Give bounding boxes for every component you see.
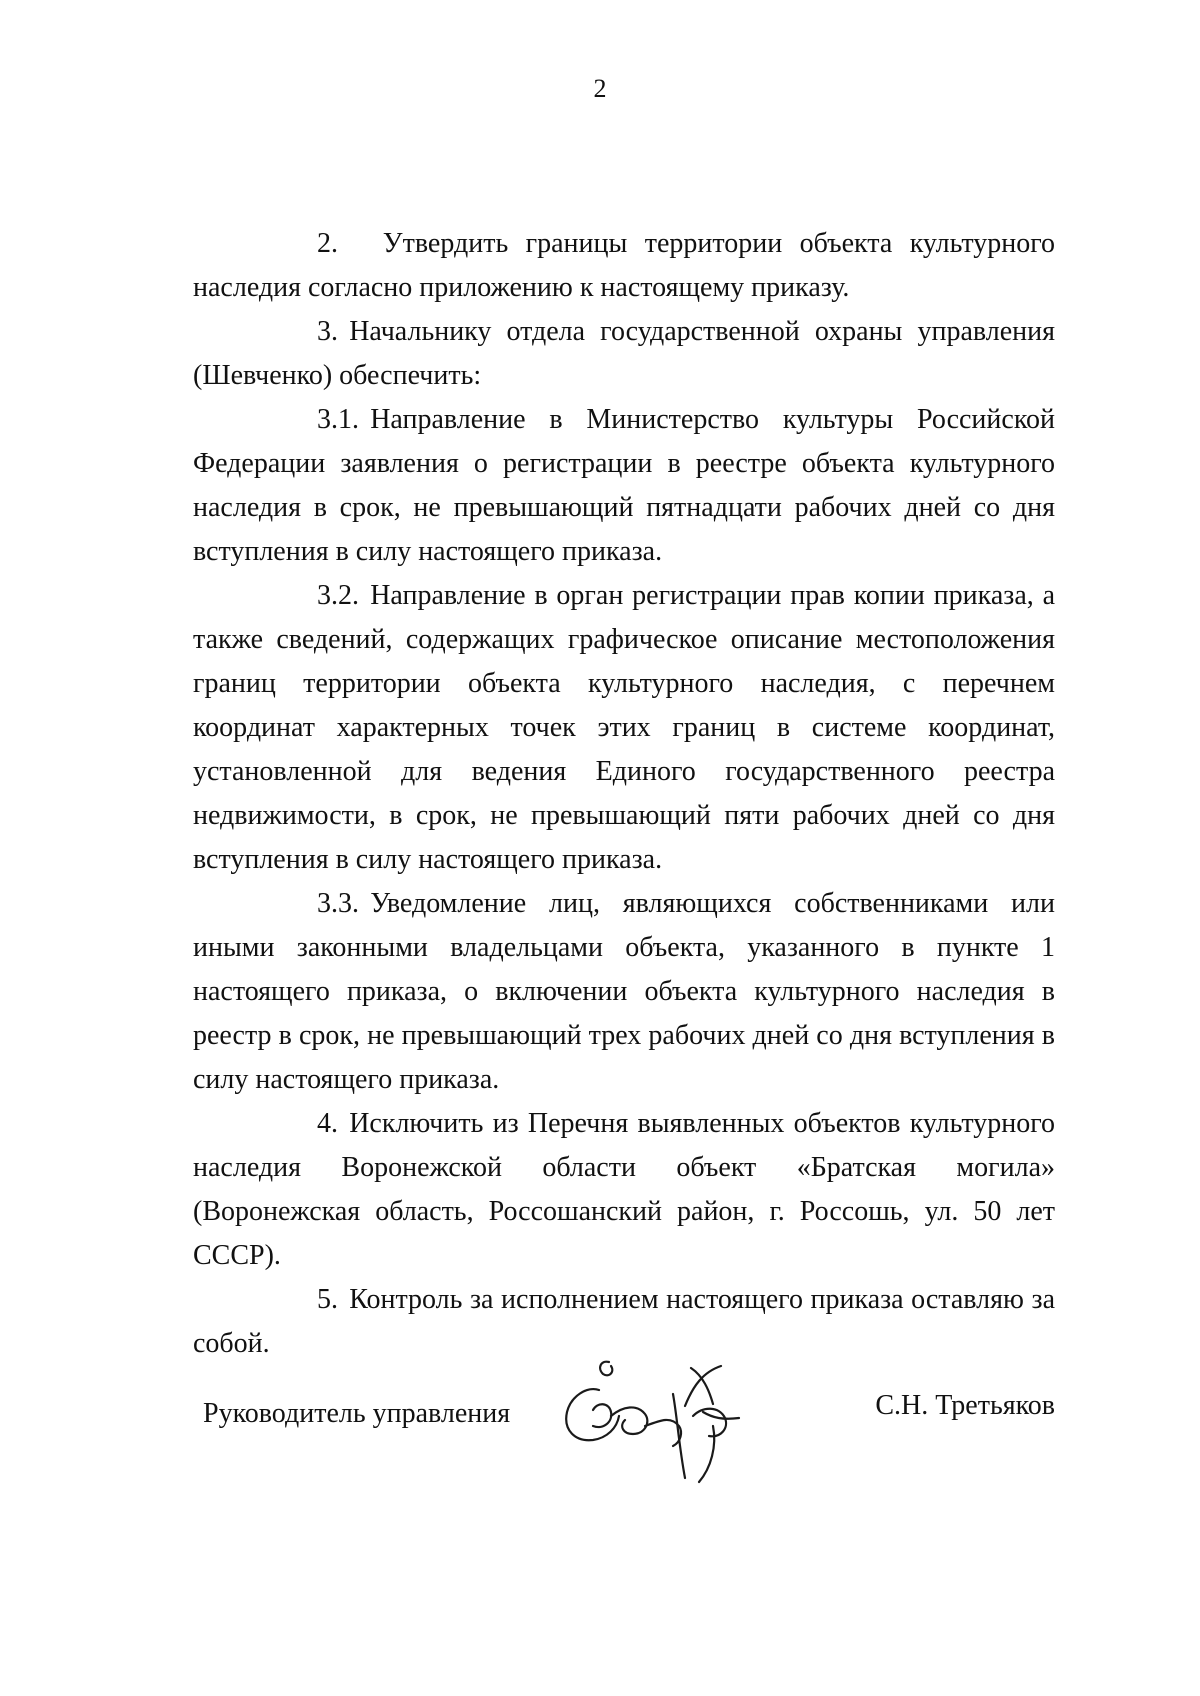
paragraph-3-2 [193,574,1055,882]
paragraph-text: Направление в Министерство культуры Российской Федерации заявления о регистрации в реестре объекта культурного наследия в срок, не превышающий пятнадцати рабочих дней со дня вступления в силу настоящего приказа. [193,404,1055,567]
paragraph-4 [193,1102,1055,1278]
paragraph-3 [193,310,1055,398]
paragraph-number: 5. [317,1284,338,1315]
paragraph-number: 3.3. [317,888,359,919]
paragraph-2 [193,222,1055,310]
paragraph-3-3 [193,882,1055,1102]
paragraph-number: 3.1. [317,404,359,435]
paragraph-number: 4. [317,1108,338,1139]
paragraph-text: Направление в орган регистрации прав копии приказа, а также сведений, содержащих графическое описание местоположения границ территории объекта культурного наследия, с перечнем координат характерных точек этих границ в системе координат, установленной для ведения Единого государственного реестра недвижимости, в срок, не превышающий пяти рабочих дней со дня вступления в силу настоящего приказа. [193,580,1055,875]
paragraph-number: 3.2. [317,580,359,611]
paragraph-text: Утвердить границы территории объекта культурного наследия согласно приложению к настоящему приказу. [193,228,1055,303]
paragraph-number: 2. [317,228,338,259]
signature-block [193,1346,1055,1506]
document-body [193,222,1055,1366]
paragraph-text: Начальнику отдела государственной охраны управления (Шевченко) обеспечить: [193,316,1055,391]
paragraph-3-1 [193,398,1055,574]
page-number: 2 [593,74,607,103]
paragraph-number: 3. [317,316,338,347]
signatory-name: С.Н. Третьяков [875,1390,1055,1421]
signatory-title: Руководитель управления [203,1398,511,1429]
handwritten-signature [553,1346,753,1496]
paragraph-text: Исключить из Перечня выявленных объектов культурного наследия Воронежской области объект «Братская могила» (Воронежская область, Россошанский район, г. Россошь, ул. 50 лет СССР). [193,1108,1055,1271]
paragraph-text: Уведомление лиц, являющихся собственниками или иными законными владельцами объекта, указанного в пункте 1 настоящего приказа, о включении объекта культурного наследия в реестр в срок, не превышающий трех рабочих дней со дня вступления в силу настоящего приказа. [193,888,1055,1095]
paragraph-text: Контроль за исполнением настоящего приказа оставляю за собой. [193,1284,1055,1359]
